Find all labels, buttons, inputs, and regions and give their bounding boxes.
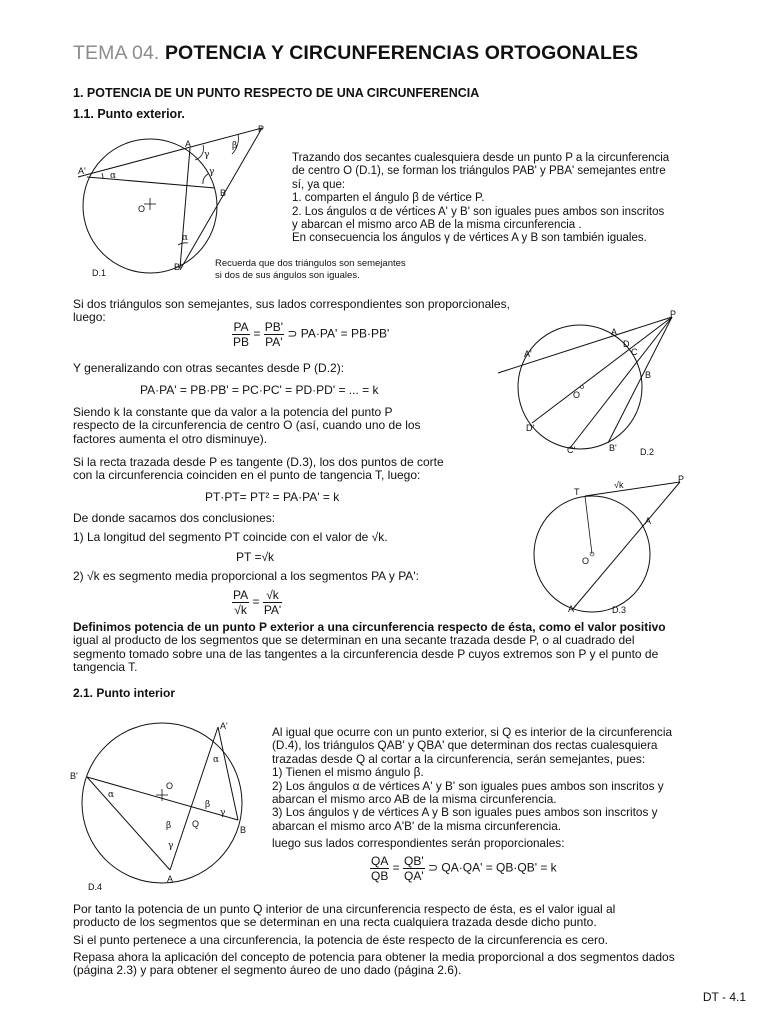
page-number: DT - 4.1: [702, 990, 746, 1004]
svg-text:Q: Q: [192, 819, 200, 829]
svg-text:γ: γ: [220, 808, 226, 818]
svg-text:C': C': [567, 445, 576, 455]
svg-text:P: P: [670, 309, 677, 319]
d1-label-o: O: [138, 204, 146, 214]
para-generalize: Y generalizando con otras secantes desde P (D.2):: [73, 361, 345, 375]
svg-text:A: A: [611, 327, 618, 337]
tema-number: TEMA 04.: [73, 42, 160, 64]
equation-3: PT·PT= PT² = PA·PA' = k: [205, 490, 340, 504]
d3-caption: D.3: [612, 605, 627, 615]
svg-text:T: T: [574, 487, 580, 497]
d1-label-b-prime: B': [174, 262, 182, 272]
d1-label-b: B: [220, 188, 227, 198]
diagram-d4: [70, 715, 270, 895]
svg-text:B': B': [70, 771, 78, 781]
para-conclusions: De donde sacamos dos conclusiones:: [73, 511, 276, 525]
d1-label-a: A: [185, 139, 192, 149]
svg-text:B: B: [240, 825, 247, 835]
svg-text:D: D: [623, 339, 630, 349]
subsection-heading-interior: 2.1. Punto interior: [73, 686, 176, 700]
equation-2: PA·PA' = PB·PB' = PC·PC' = PD·PD' = ... = k: [140, 383, 379, 397]
diagram-d3: [530, 472, 700, 620]
svg-text:D': D': [526, 423, 535, 433]
svg-text:α: α: [213, 755, 220, 765]
svg-text:O: O: [166, 781, 174, 791]
svg-text:C: C: [631, 347, 638, 357]
svg-text:B': B': [609, 443, 617, 453]
para-proportional: Si dos triángulos son semejantes, sus lados correspondientes son proporcionales, luego:: [73, 297, 510, 325]
svg-text:B: B: [645, 370, 652, 380]
para-tangent: Si la recta trazada desde P es tangente (D.3), los dos puntos de corte con la circunferencia coinciden en el punto de tangencia T, luego:: [73, 455, 444, 483]
equation-6: $\frac{QA}{QB}$ = $\frac{QB'}{QA'}$ ⊃ QA·QA' = QB·QB' = k: [371, 854, 557, 883]
para-constant-k: Siendo k la constante que da valor a la potencia del punto P respecto de la circunferencia de centro O (así, cuando uno de los factores aumenta el otro disminuye).: [73, 405, 421, 446]
subsection-heading-exterior: 1.1. Punto exterior.: [73, 107, 185, 121]
d1-label-p: P: [258, 124, 265, 134]
svg-text:O: O: [582, 556, 590, 566]
tema-title: POTENCIA Y CIRCUNFERENCIAS ORTOGONALES: [164, 42, 639, 64]
svg-text:γ: γ: [168, 841, 174, 851]
svg-text:A': A': [568, 604, 576, 614]
d1-note: Recuerda que dos triángulos son semejantes si dos de sus ángulos son iguales.: [215, 258, 406, 281]
page-title: [73, 42, 638, 65]
d1-label-a-prime: A': [78, 166, 86, 176]
svg-text:α: α: [110, 171, 117, 181]
para-zero-power: Si el punto pertenece a una circunferencia, la potencia de éste respecto de la circunferencia es cero.: [73, 933, 608, 947]
svg-text:A': A': [524, 349, 532, 359]
svg-text:β: β: [232, 141, 238, 151]
d1-caption: D.1: [92, 268, 107, 278]
diagram-d2: [490, 305, 695, 460]
para-interior: Al igual que ocurre con un punto exterior, si Q es interior de la circunferencia (D.4), los triángulos QAB' y QBA' que determinan dos rectas cualesquiera trazadas desde Q al cortar a la circunferencia, serán semejantes, pues: 1) Tienen el mismo ángulo β. 2) Los ángulos α de vértices A' y B' son iguales pues ambos son inscritos y abarcan el mismo arco AB de la misma circunferencia. 3) Los ángulos γ de vértices A y B son iguales pues ambos son inscritos y abarcan el mismo arco A'B' de la misma circunferencia. luego sus lados correspondientes serán proporcionales:: [272, 725, 672, 851]
para-exterior-intro: Trazando dos secantes cualesquiera desde un punto P a la circunferencia de centro O (D.1), se forman los triángulos PAB' y PBA' semejantes entre sí, ya que: 1. comparten el ángulo β de vértice P. 2. Los ángulos α de vértices A' y B' son iguales pues ambos son inscritos y abarcan el mismo arco AB de la misma circunferencia . En consecuencia los ángulos γ de vértices A y B son también iguales.: [292, 152, 670, 245]
svg-text:A: A: [167, 874, 174, 884]
conclusion-2: 2) √k es segmento media proporcional a los segmentos PA y PA':: [73, 569, 419, 583]
section-heading: 1. POTENCIA DE UN PUNTO RESPECTO DE UNA CIRCUNFERENCIA: [73, 86, 480, 100]
svg-text:A: A: [645, 516, 652, 526]
svg-text:β: β: [166, 821, 172, 831]
svg-text:β: β: [205, 800, 211, 810]
svg-text:γ: γ: [204, 150, 210, 160]
equation-5: $\frac{PA}{√k}$ = $\frac{√k}{PA'}$: [233, 588, 282, 617]
svg-text:α: α: [182, 233, 189, 243]
definition-exterior: Definimos potencia de un punto P exterior a una circunferencia respecto de ésta, como el valor positivo igual al producto de los segmentos que se determinan en una secante trazada desde P, o al cuadrado del segmento tomado sobre una de las tangentes a la circunferencia desde P cuyos extremos son P y el punto de tangencia T.: [73, 620, 666, 675]
d4-caption: D.4: [88, 882, 103, 892]
svg-text:P: P: [678, 474, 685, 484]
equation-4: PT =√k: [236, 550, 275, 564]
svg-text:O: O: [573, 390, 581, 400]
svg-text:γ: γ: [209, 167, 215, 177]
d2-caption: D.2: [640, 447, 655, 457]
svg-text:A': A': [220, 721, 228, 731]
svg-text:α: α: [108, 790, 115, 800]
para-review: Repasa ahora la aplicación del concepto de potencia para obtener la media proporcional a dos segmentos dados (página 2.3) y para obtener el segmento áureo de uno dado (página 2.6).: [73, 950, 675, 978]
conclusion-1: 1) La longitud del segmento PT coincide con el valor de √k.: [73, 530, 388, 544]
svg-text:√k: √k: [614, 480, 624, 490]
equation-1: $\frac{PA}{PB}$ = $\frac{PB'}{PA'}$ ⊃ PA·PA' = PB·PB': [233, 320, 390, 349]
conclusion-interior: Por tanto la potencia de un punto Q interior de una circunferencia respecto de ésta, es el valor igual al producto de los segmentos que se determinan en una recta cualquiera trazada desde dicho punto.: [73, 902, 616, 930]
